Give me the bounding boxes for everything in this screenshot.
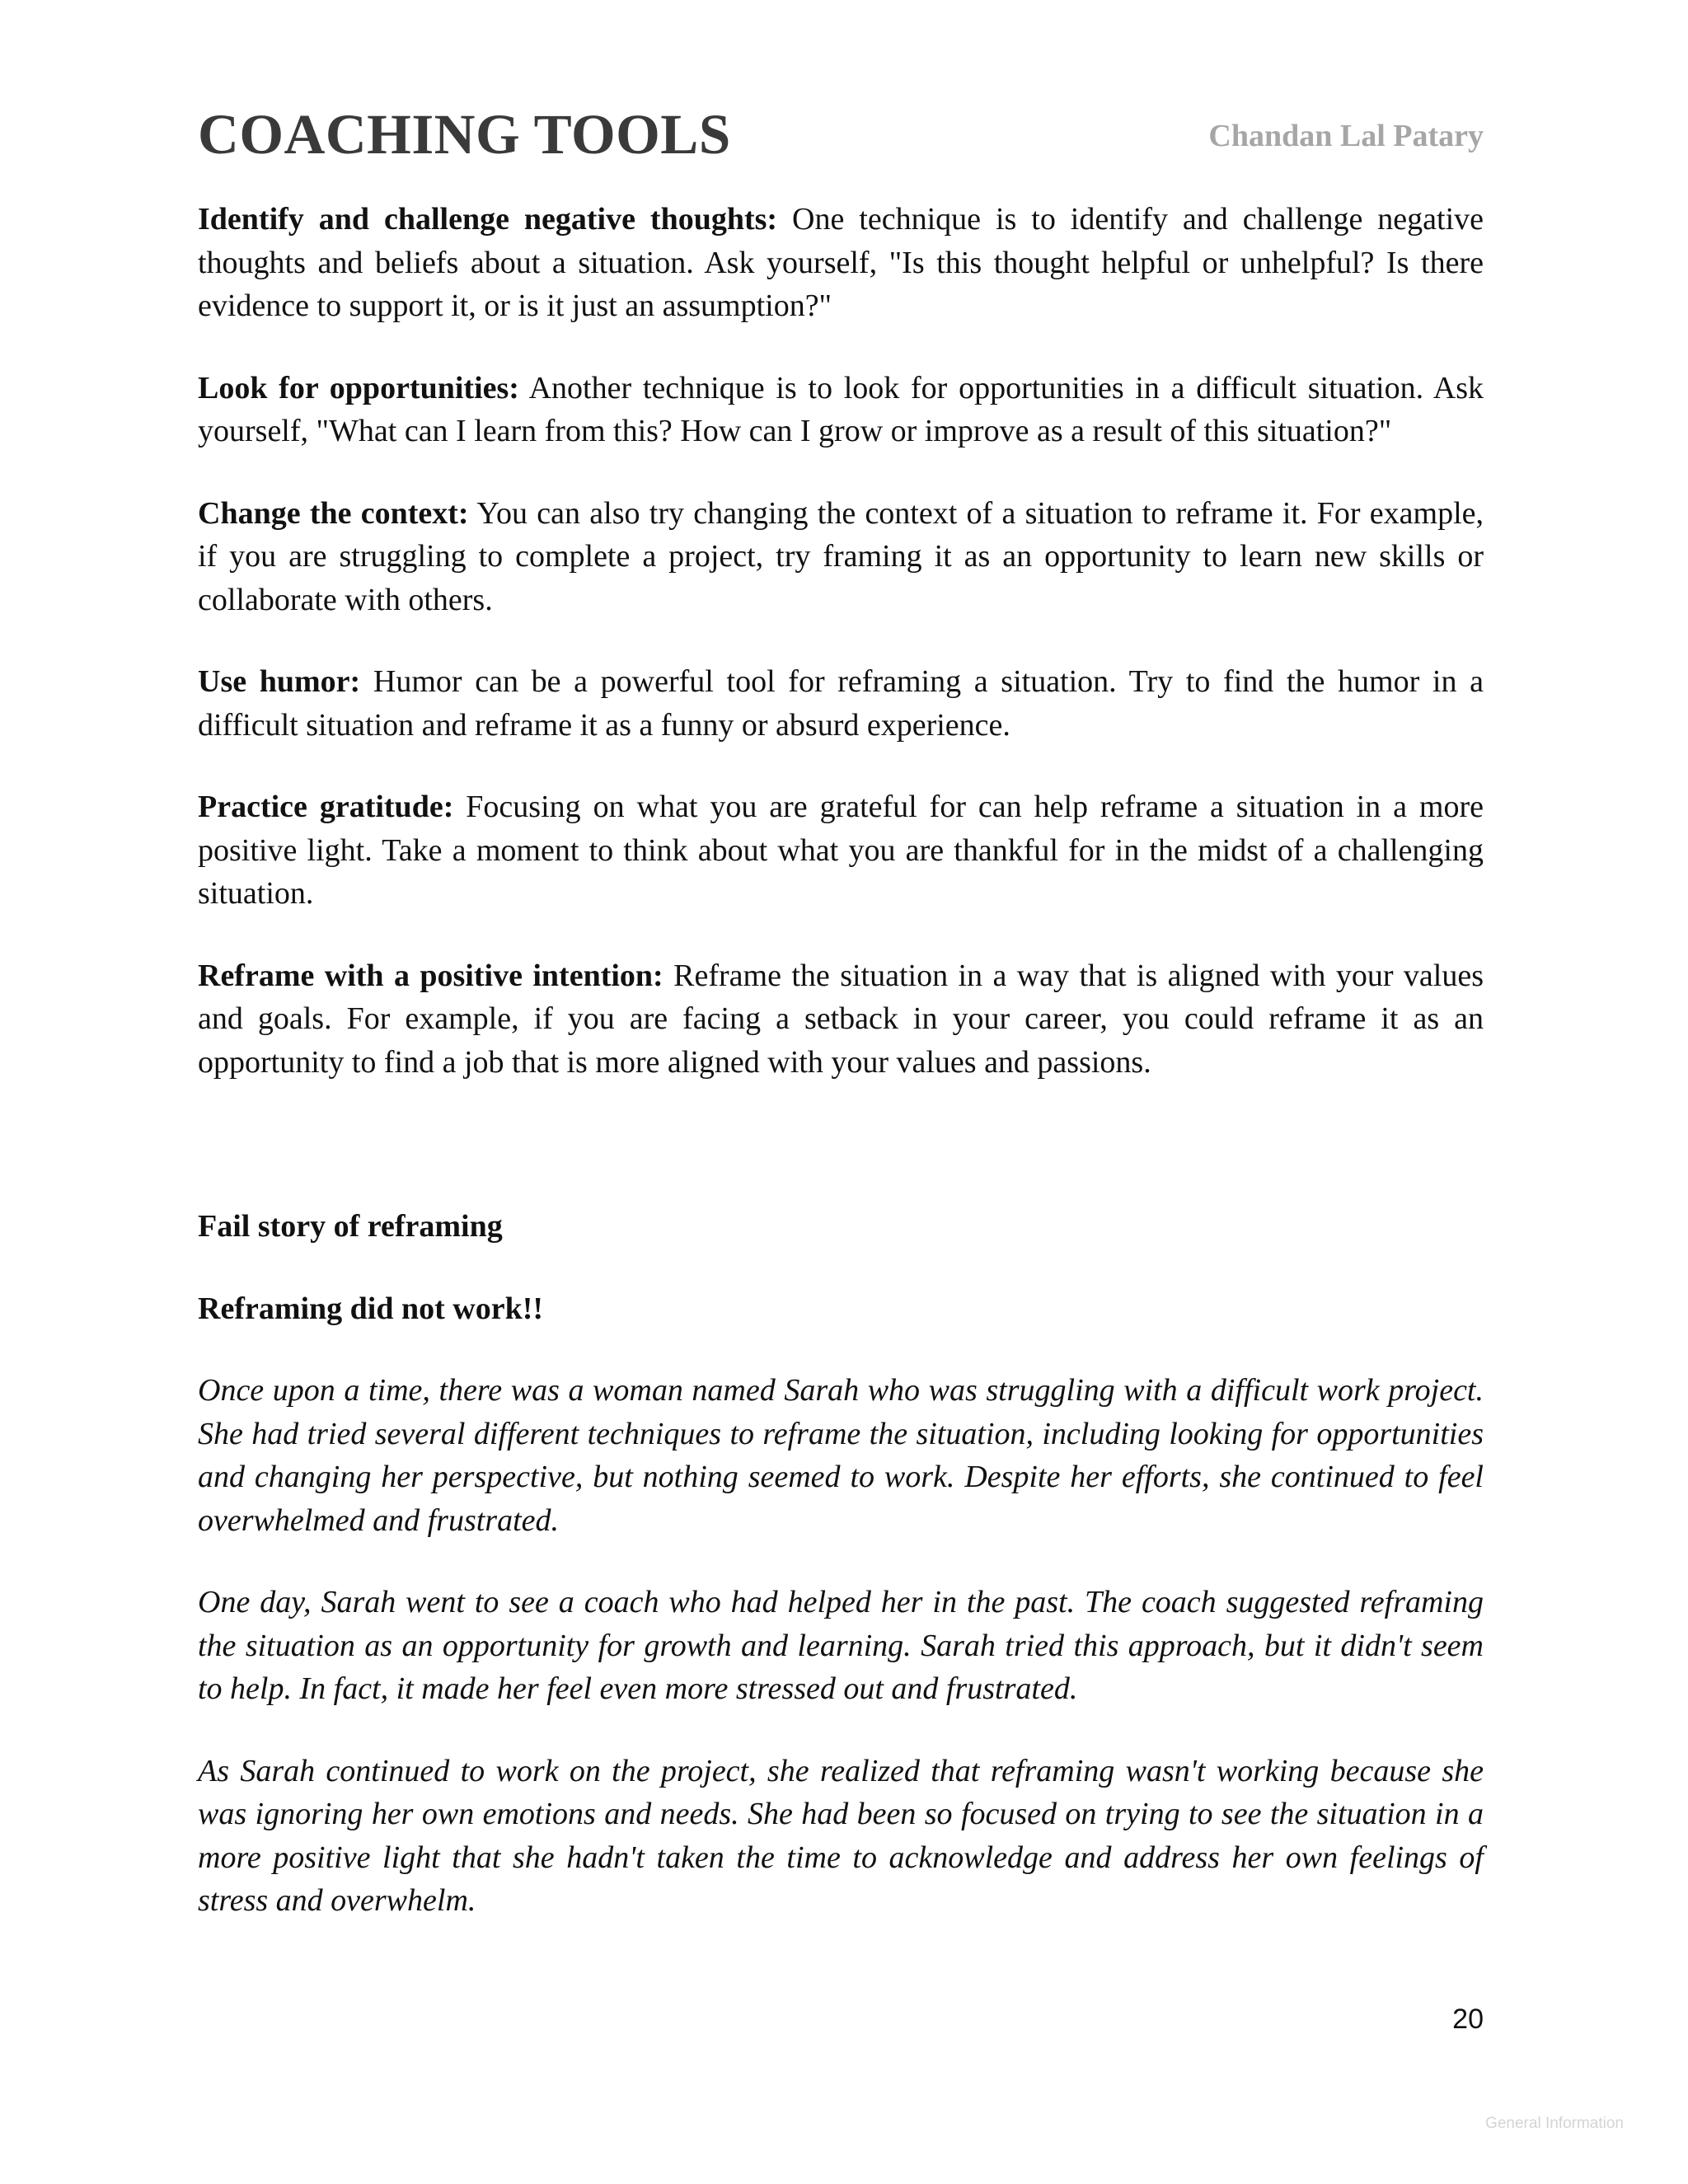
technique-term: Practice gratitude: [198, 790, 454, 824]
document-title: COACHING TOOLS [198, 103, 731, 166]
author-name: Chandan Lal Patary [1208, 119, 1484, 153]
section-spacer [198, 1122, 1484, 1205]
story-paragraph: One day, Sarah went to see a coach who had helped her in the past. The coach suggested reframing the situation as an opportunity for growth and learning. Sarah tried this approach, but it didn't seem to help. In fact, it made her feel even more stressed out and frustrated. [198, 1585, 1484, 1706]
technique-paragraph [198, 954, 1484, 1085]
page-content [198, 198, 1484, 1961]
story-paragraph: As Sarah continued to work on the project, she realized that reframing wasn't working because she was ignoring her own emotions and needs. She had been so focused on trying to see the situation in a more positive light that she hadn't taken the time to acknowledge and address her own feelings of stress and overwhelm. [198, 1753, 1484, 1918]
technique-paragraph [198, 367, 1484, 453]
technique-text: Focusing on what you are grateful for can help reframe a situation in a more positive light. Take a moment to think about what you are thankful for in the midst of a challenging situation. [198, 790, 1484, 911]
technique-term: Look for opportunities: [198, 370, 519, 405]
section-heading: Fail story of reframing [198, 1209, 503, 1244]
story-paragraph: Once upon a time, there was a woman named Sarah who was struggling with a difficult work project. She had tried several different techniques to reframe the situation, including looking for opportunities and changing her perspective, but nothing seemed to work. Despite her efforts, she continued to feel overwhelmed and frustrated. [198, 1373, 1484, 1538]
technique-term: Reframe with a positive intention: [198, 958, 663, 993]
technique-paragraph [198, 660, 1484, 747]
technique-paragraph [198, 492, 1484, 622]
page-number: 20 [1452, 2004, 1484, 2035]
technique-paragraph [198, 198, 1484, 328]
classification-label: General Information [1485, 2115, 1624, 2132]
technique-term: Use humor: [198, 664, 361, 699]
technique-term: Change the context: [198, 495, 469, 531]
technique-text: Another technique is to look for opportunities in a difficult situation. Ask yourself, "What can I learn from this? How can I grow or improve as a result of this situation?" [198, 370, 1484, 448]
technique-paragraph [198, 785, 1484, 916]
technique-term: Identify and challenge negative thoughts: [198, 202, 778, 237]
technique-text: You can also try changing the context of a situation to reframe it. For example, if you are struggling to complete a project, try framing it as an opportunity to learn new skills or collaborate with others. [198, 495, 1484, 617]
page-header [198, 97, 1484, 171]
section-subheading: Reframing did not work!! [198, 1291, 544, 1326]
technique-text: Humor can be a powerful tool for reframing a situation. Try to find the humor in a difficult situation and reframe it as a funny or absurd experience. [198, 664, 1484, 743]
technique-text: One technique is to identify and challenge negative thoughts and beliefs about a situation. Ask yourself, "Is this thought helpful or unhelpful? Is there evidence to support it, or is it just an assumption?" [198, 202, 1484, 323]
technique-text: Reframe the situation in a way that is aligned with your values and goals. For example, if you are facing a setback in your career, you could reframe it as an opportunity to find a job that is more aligned with your values and passions. [198, 958, 1484, 1080]
